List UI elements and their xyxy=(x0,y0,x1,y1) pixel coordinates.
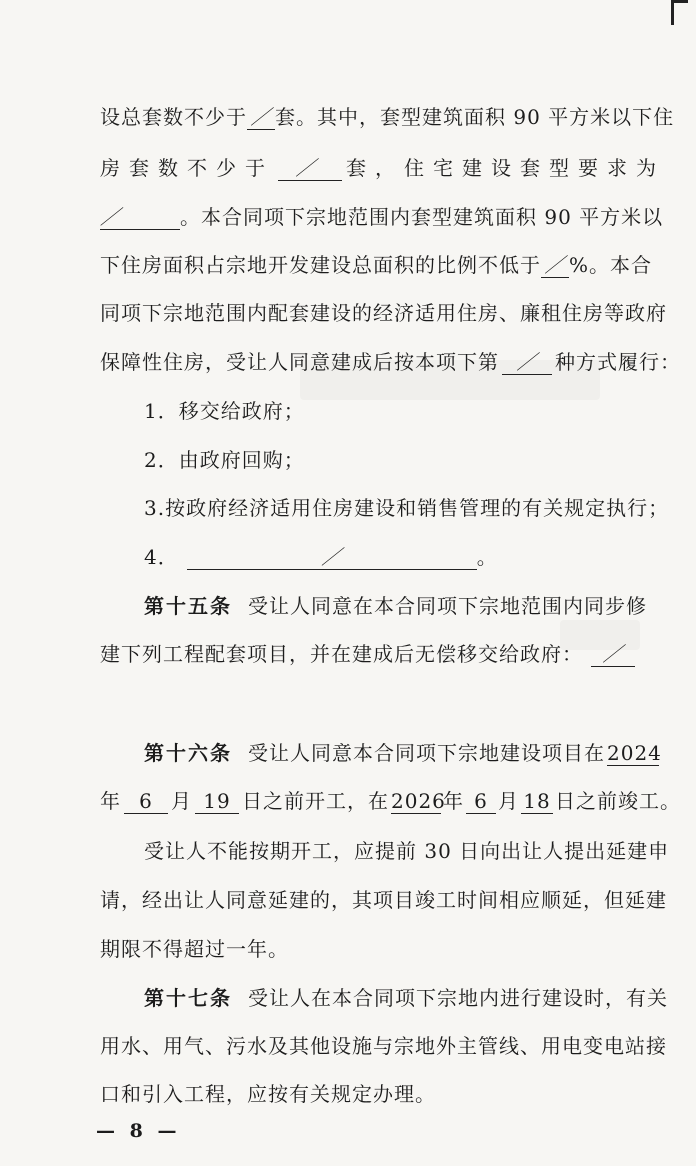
text-line xyxy=(100,1032,667,1060)
article-17-heading-line xyxy=(144,984,696,1012)
page-number: — 8 — xyxy=(96,1120,181,1142)
line-text: 期限不得超过一年。 xyxy=(100,937,289,961)
text-line xyxy=(100,103,675,131)
fill-in-blank: ／ xyxy=(278,156,342,181)
fill-in-blank: ／ xyxy=(187,545,477,570)
line-text: 设总套数不少于 xyxy=(100,105,247,129)
line-text: 受让人同意在本合同项下宗地范围内同步修 xyxy=(248,594,647,618)
line-text: 下住房面积占宗地开发建设总面积的比例不低于 xyxy=(100,253,541,277)
list-item xyxy=(144,543,696,571)
line-text: 种方式履行： xyxy=(555,350,681,374)
fill-in-blank: ／ xyxy=(541,253,569,278)
line-text: 请，经出让人同意延建的，其项目竣工时间相应顺延，但延建 xyxy=(100,888,667,912)
text-line xyxy=(100,640,660,668)
line-text: 2．由政府回购； xyxy=(144,448,305,472)
line-text: 日之前竣工。 xyxy=(555,789,681,813)
text-line xyxy=(100,348,681,376)
fill-in-blank: ／ xyxy=(100,205,180,230)
line-text: 3.按政府经济适用住房建设和销售管理的有关规定执行； xyxy=(144,496,670,520)
line-text: 受让人不能按期开工，应提前 30 日向出让人提出延建申 xyxy=(144,839,670,863)
article-number: 第十五条 xyxy=(144,594,232,618)
line-text: 。 xyxy=(476,545,498,569)
list-item xyxy=(144,446,696,474)
list-item xyxy=(144,397,696,425)
fill-in-date: 6 xyxy=(466,789,496,814)
fill-in-date: 6 xyxy=(124,789,168,814)
line-text: 1．移交给政府； xyxy=(144,399,305,423)
line-text: 年 xyxy=(100,789,121,813)
line-text: 日之前开工，在 xyxy=(242,789,389,813)
line-text: 年 xyxy=(443,789,464,813)
line-text: %。本合 xyxy=(569,253,653,277)
list-item xyxy=(144,494,696,522)
text-line xyxy=(100,1080,660,1108)
line-text: 保障性住房，受让人同意建成后按本项下第 xyxy=(100,350,499,374)
fill-in-date: 18 xyxy=(521,789,553,814)
line-text: 。本合同项下宗地范围内套型建筑面积 90 平方米以 xyxy=(180,205,664,229)
article-number: 第十七条 xyxy=(144,986,232,1010)
line-text: 同项下宗地范围内配套建设的经济适用住房、廉租住房等政府 xyxy=(100,301,667,325)
line-text: 4． xyxy=(144,545,179,569)
article-15-heading-line xyxy=(144,592,696,620)
line-text: 用水、用气、污水及其他设施与宗地外主管线、用电变电站接 xyxy=(100,1034,667,1058)
fill-in-date: 19 xyxy=(195,789,239,814)
text-line xyxy=(100,251,660,279)
article-number: 第十六条 xyxy=(144,741,232,765)
fill-in-blank: ／ xyxy=(502,350,552,375)
line-text: 建下列工程配套项目，并在建成后无偿移交给政府： xyxy=(100,642,583,666)
line-text: 月 xyxy=(498,789,519,813)
fill-in-blank: ／ xyxy=(591,642,635,667)
line-text: 受让人同意本合同项下宗地建设项目在 xyxy=(248,741,605,765)
line-text: 受让人在本合同项下宗地内进行建设时，有关 xyxy=(248,986,668,1010)
text-line xyxy=(100,299,667,327)
corner-crop-mark xyxy=(671,0,688,25)
line-text: 口和引入工程，应按有关规定办理。 xyxy=(100,1082,436,1106)
line-text: 月 xyxy=(171,789,192,813)
article-16-heading-line xyxy=(144,739,696,767)
line-text: 房套数不少于 xyxy=(100,156,274,180)
text-line xyxy=(144,837,696,865)
text-line xyxy=(100,886,667,914)
line-text: 套。其中，套型建筑面积 90 平方米以下住 xyxy=(275,105,675,129)
line-text: 套，住宅建设套型要求为 xyxy=(346,156,665,180)
text-line xyxy=(100,154,665,182)
text-line xyxy=(100,203,664,231)
text-line xyxy=(100,935,660,963)
fill-in-date: 2024 xyxy=(607,741,662,765)
fill-in-date: 2026 xyxy=(391,789,446,813)
text-line xyxy=(100,787,681,815)
fill-in-blank: ／ xyxy=(247,105,275,130)
